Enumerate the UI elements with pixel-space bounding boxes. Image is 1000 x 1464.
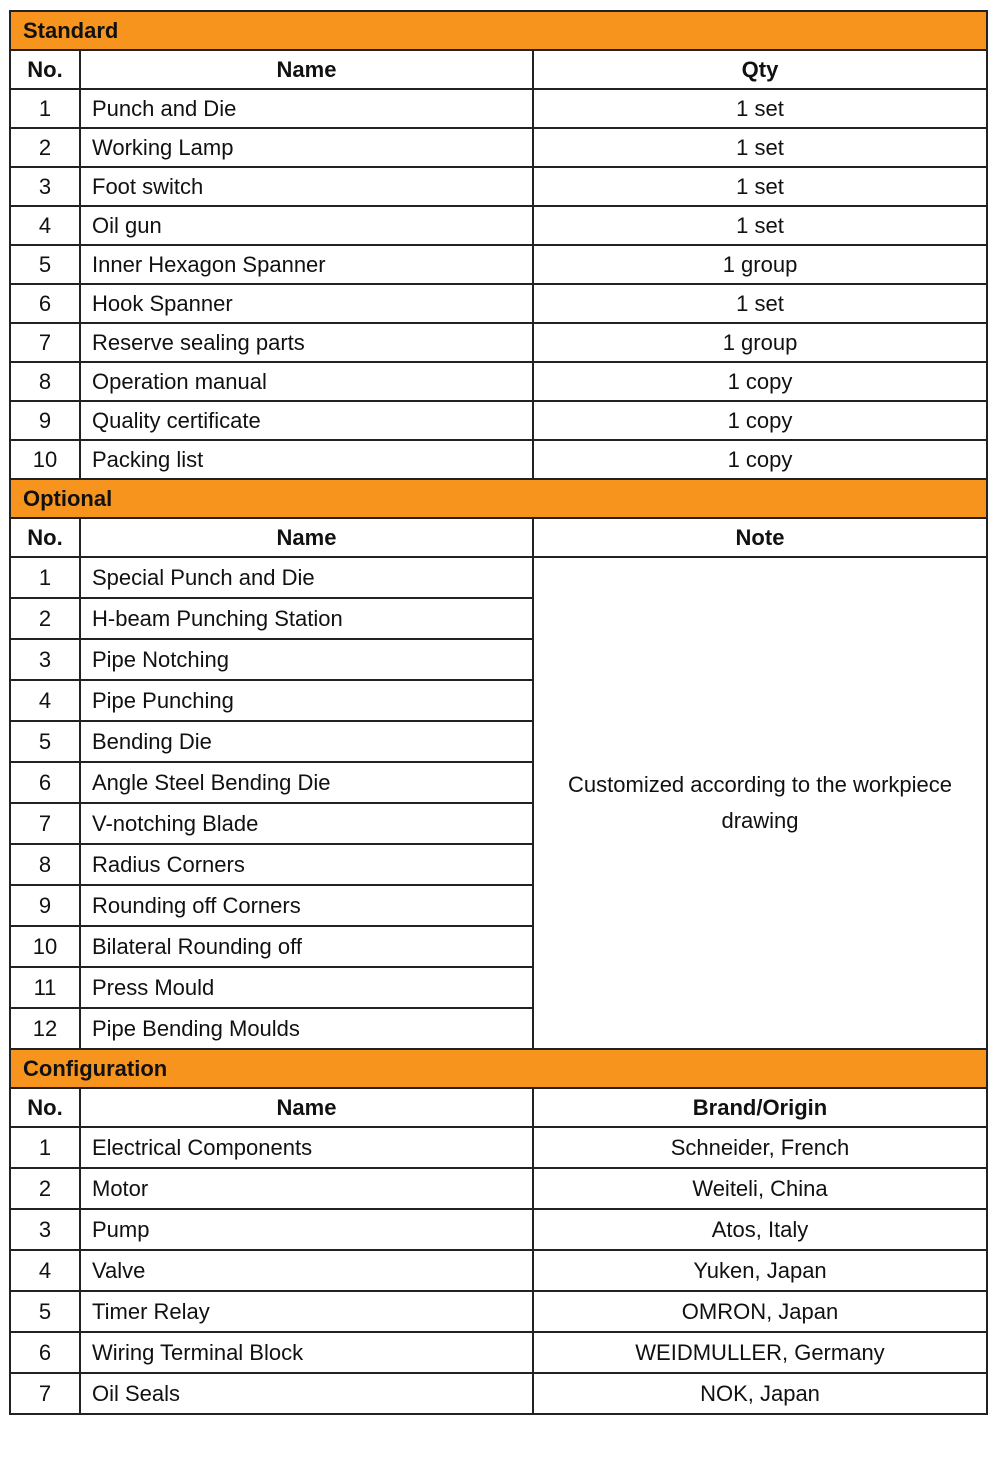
item-name: Packing list xyxy=(80,440,533,479)
item-qty: 1 set xyxy=(533,167,987,206)
table-row xyxy=(10,1373,987,1414)
optional-section-header xyxy=(10,479,987,518)
row-number: 7 xyxy=(10,803,80,844)
table-row xyxy=(10,1209,987,1250)
configuration-column-header: Name xyxy=(80,1088,533,1127)
table-row xyxy=(10,401,987,440)
item-name: Oil gun xyxy=(80,206,533,245)
optional-column-headers xyxy=(10,518,987,557)
item-name: Rounding off Corners xyxy=(80,885,533,926)
standard-column-headers xyxy=(10,50,987,89)
table-row xyxy=(10,557,987,598)
table-row xyxy=(10,206,987,245)
item-name: Pipe Punching xyxy=(80,680,533,721)
row-number: 2 xyxy=(10,128,80,167)
row-number: 5 xyxy=(10,1291,80,1332)
table-row xyxy=(10,167,987,206)
row-number: 5 xyxy=(10,245,80,284)
table-body xyxy=(10,11,987,1414)
row-number: 11 xyxy=(10,967,80,1008)
table-row xyxy=(10,362,987,401)
item-brand-origin: WEIDMULLER, Germany xyxy=(533,1332,987,1373)
configuration-section-title: Configuration xyxy=(10,1049,987,1088)
table-row xyxy=(10,1127,987,1168)
row-number: 4 xyxy=(10,206,80,245)
item-name: Press Mould xyxy=(80,967,533,1008)
item-name: Pipe Bending Moulds xyxy=(80,1008,533,1049)
row-number: 10 xyxy=(10,926,80,967)
row-number: 6 xyxy=(10,762,80,803)
row-number: 8 xyxy=(10,844,80,885)
row-number: 4 xyxy=(10,680,80,721)
row-number: 1 xyxy=(10,1127,80,1168)
standard-section-header xyxy=(10,11,987,50)
item-qty: 1 copy xyxy=(533,401,987,440)
row-number: 7 xyxy=(10,323,80,362)
item-qty: 1 set xyxy=(533,128,987,167)
row-number: 8 xyxy=(10,362,80,401)
row-number: 6 xyxy=(10,284,80,323)
item-name: Valve xyxy=(80,1250,533,1291)
item-name: Operation manual xyxy=(80,362,533,401)
standard-section-title: Standard xyxy=(10,11,987,50)
row-number: 6 xyxy=(10,1332,80,1373)
item-name: Inner Hexagon Spanner xyxy=(80,245,533,284)
configuration-column-header: No. xyxy=(10,1088,80,1127)
item-name: Reserve sealing parts xyxy=(80,323,533,362)
row-number: 10 xyxy=(10,440,80,479)
item-brand-origin: Schneider, French xyxy=(533,1127,987,1168)
item-name: Wiring Terminal Block xyxy=(80,1332,533,1373)
table-row xyxy=(10,1291,987,1332)
item-qty: 1 copy xyxy=(533,362,987,401)
configuration-column-header: Brand/Origin xyxy=(533,1088,987,1127)
table-row xyxy=(10,284,987,323)
item-brand-origin: Atos, Italy xyxy=(533,1209,987,1250)
table-row xyxy=(10,1332,987,1373)
item-name: Oil Seals xyxy=(80,1373,533,1414)
table-row xyxy=(10,89,987,128)
item-qty: 1 set xyxy=(533,284,987,323)
row-number: 2 xyxy=(10,598,80,639)
configuration-section-header xyxy=(10,1049,987,1088)
row-number: 2 xyxy=(10,1168,80,1209)
item-qty: 1 set xyxy=(533,206,987,245)
item-name: Electrical Components xyxy=(80,1127,533,1168)
row-number: 1 xyxy=(10,89,80,128)
item-brand-origin: Weiteli, China xyxy=(533,1168,987,1209)
item-brand-origin: Yuken, Japan xyxy=(533,1250,987,1291)
row-number: 4 xyxy=(10,1250,80,1291)
item-name: Special Punch and Die xyxy=(80,557,533,598)
row-number: 3 xyxy=(10,1209,80,1250)
table-row xyxy=(10,245,987,284)
row-number: 9 xyxy=(10,401,80,440)
item-qty: 1 group xyxy=(533,245,987,284)
row-number: 3 xyxy=(10,167,80,206)
item-name: Working Lamp xyxy=(80,128,533,167)
row-number: 12 xyxy=(10,1008,80,1049)
item-name: Quality certificate xyxy=(80,401,533,440)
row-number: 5 xyxy=(10,721,80,762)
item-name: V-notching Blade xyxy=(80,803,533,844)
item-brand-origin: NOK, Japan xyxy=(533,1373,987,1414)
optional-column-header: Name xyxy=(80,518,533,557)
item-name: Punch and Die xyxy=(80,89,533,128)
equipment-spec-table xyxy=(9,10,988,1415)
optional-note: Customized according to the workpiece drawing xyxy=(533,557,987,1049)
table-row xyxy=(10,1168,987,1209)
row-number: 9 xyxy=(10,885,80,926)
standard-column-header: No. xyxy=(10,50,80,89)
item-name: Pump xyxy=(80,1209,533,1250)
item-name: Angle Steel Bending Die xyxy=(80,762,533,803)
optional-column-header: No. xyxy=(10,518,80,557)
standard-column-header: Qty xyxy=(533,50,987,89)
item-brand-origin: OMRON, Japan xyxy=(533,1291,987,1332)
row-number: 1 xyxy=(10,557,80,598)
item-name: Motor xyxy=(80,1168,533,1209)
table-row xyxy=(10,128,987,167)
item-name: Bilateral Rounding off xyxy=(80,926,533,967)
optional-column-header: Note xyxy=(533,518,987,557)
item-name: Foot switch xyxy=(80,167,533,206)
item-name: Radius Corners xyxy=(80,844,533,885)
item-qty: 1 set xyxy=(533,89,987,128)
item-name: Pipe Notching xyxy=(80,639,533,680)
table-row xyxy=(10,440,987,479)
row-number: 3 xyxy=(10,639,80,680)
table-row xyxy=(10,323,987,362)
optional-section-title: Optional xyxy=(10,479,987,518)
item-name: Bending Die xyxy=(80,721,533,762)
item-name: Hook Spanner xyxy=(80,284,533,323)
table-row xyxy=(10,1250,987,1291)
standard-column-header: Name xyxy=(80,50,533,89)
configuration-column-headers xyxy=(10,1088,987,1127)
row-number: 7 xyxy=(10,1373,80,1414)
item-name: Timer Relay xyxy=(80,1291,533,1332)
item-qty: 1 group xyxy=(533,323,987,362)
item-name: H-beam Punching Station xyxy=(80,598,533,639)
item-qty: 1 copy xyxy=(533,440,987,479)
